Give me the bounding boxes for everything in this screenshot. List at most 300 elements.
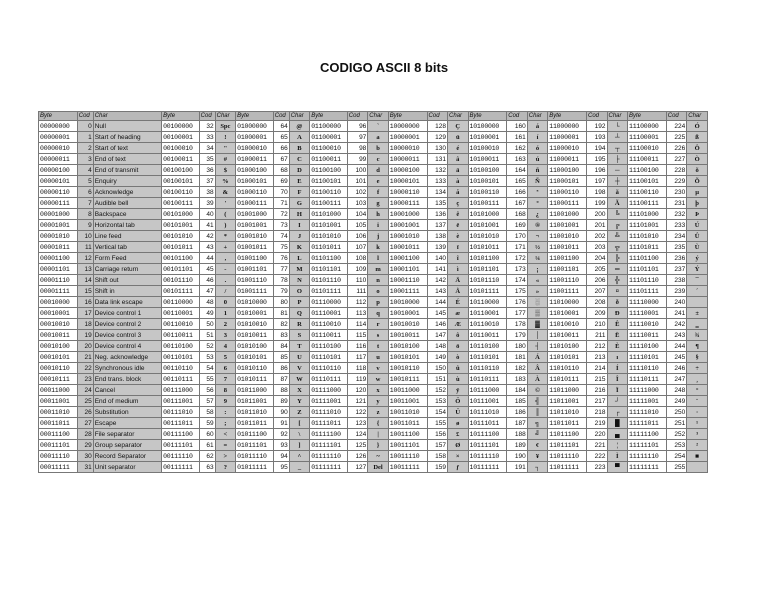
byte-cell: 10110100 [468, 341, 507, 352]
byte-cell: 00011101 [39, 440, 78, 451]
byte-cell: 10001011 [388, 242, 427, 253]
code-cell: 208 [587, 297, 608, 308]
code-cell: 78 [273, 275, 289, 286]
code-cell: 17 [77, 308, 93, 319]
code-cell: 160 [507, 121, 528, 132]
byte-cell: 10101000 [468, 209, 507, 220]
byte-cell: 10011010 [388, 407, 427, 418]
byte-cell: 10010111 [388, 374, 427, 385]
char-cell: d [368, 165, 389, 176]
char-cell: ▓ [527, 319, 548, 330]
char-cell: Acknowledge [93, 187, 161, 198]
code-cell: 142 [427, 275, 448, 286]
char-cell: · [687, 407, 708, 418]
char-cell: r [368, 319, 389, 330]
char-cell: ¹ [687, 418, 708, 429]
char-cell: B [289, 143, 310, 154]
byte-cell: 10001001 [388, 220, 427, 231]
code-cell: 7 [77, 198, 93, 209]
table-row [39, 209, 708, 220]
code-cell: 4 [77, 165, 93, 176]
byte-cell: 11101000 [628, 209, 667, 220]
code-cell: 249 [666, 396, 687, 407]
column-header: Byte [628, 112, 667, 121]
byte-cell: 00100010 [162, 143, 200, 154]
byte-cell: 11100010 [628, 143, 667, 154]
code-cell: 37 [199, 176, 215, 187]
byte-cell: 11011100 [548, 429, 587, 440]
column-header: Char [215, 112, 236, 121]
code-cell: 182 [507, 363, 528, 374]
char-cell: o [368, 286, 389, 297]
byte-cell: 01001001 [236, 220, 274, 231]
byte-cell: 10000110 [388, 187, 427, 198]
byte-cell: 11000000 [548, 121, 587, 132]
byte-cell: 11111111 [628, 462, 667, 473]
char-cell: ó [527, 143, 548, 154]
byte-cell: 01111100 [310, 429, 348, 440]
code-cell: 65 [273, 132, 289, 143]
byte-cell: 11000001 [548, 132, 587, 143]
char-cell: Ú [687, 220, 708, 231]
char-cell: $ [215, 165, 236, 176]
char-cell: Ä [448, 275, 469, 286]
code-cell: 253 [666, 440, 687, 451]
byte-cell: 10001000 [388, 209, 427, 220]
byte-cell: 11101001 [628, 220, 667, 231]
code-cell: 224 [666, 121, 687, 132]
table-row [39, 407, 708, 418]
char-cell: µ [687, 187, 708, 198]
table-row [39, 418, 708, 429]
char-cell: X [289, 385, 310, 396]
byte-cell: 11000111 [548, 198, 587, 209]
char-cell: ▒ [527, 308, 548, 319]
code-cell: 110 [347, 275, 368, 286]
char-cell: _ [289, 462, 310, 473]
char-cell: ╩ [607, 231, 628, 242]
char-cell: 9 [215, 396, 236, 407]
byte-cell: 10010001 [388, 308, 427, 319]
code-cell: 145 [427, 308, 448, 319]
byte-cell: 10010100 [388, 341, 427, 352]
code-cell: 70 [273, 187, 289, 198]
byte-cell: 10011000 [388, 385, 427, 396]
char-cell: Audible bell [93, 198, 161, 209]
code-cell: 248 [666, 385, 687, 396]
char-cell: ¥ [527, 451, 548, 462]
code-cell: 36 [199, 165, 215, 176]
code-cell: 5 [77, 176, 93, 187]
byte-cell: 00100101 [162, 176, 200, 187]
code-cell: 227 [666, 154, 687, 165]
code-cell: 175 [507, 286, 528, 297]
code-cell: 161 [507, 132, 528, 143]
char-cell: Device control 4 [93, 341, 161, 352]
byte-cell: 11101111 [628, 286, 667, 297]
code-cell: 16 [77, 297, 93, 308]
code-cell: 119 [347, 374, 368, 385]
code-cell: 115 [347, 330, 368, 341]
code-cell: 194 [587, 143, 608, 154]
byte-cell: 11000010 [548, 143, 587, 154]
char-cell: Shift in [93, 286, 161, 297]
byte-cell: 10101111 [468, 286, 507, 297]
byte-cell: 00010110 [39, 363, 78, 374]
char-cell: ü [448, 132, 469, 143]
char-cell: î [448, 253, 469, 264]
table-row [39, 429, 708, 440]
code-cell: 20 [77, 341, 93, 352]
code-cell: 38 [199, 187, 215, 198]
char-cell: ┤ [527, 341, 548, 352]
code-cell: 19 [77, 330, 93, 341]
char-cell: ! [215, 132, 236, 143]
byte-cell: 00010111 [39, 374, 78, 385]
byte-cell: 01101110 [310, 275, 348, 286]
char-cell: þ [687, 198, 708, 209]
code-cell: 66 [273, 143, 289, 154]
code-cell: 99 [347, 154, 368, 165]
byte-cell: 01010001 [236, 308, 274, 319]
char-cell: ì [448, 264, 469, 275]
char-cell: T [289, 341, 310, 352]
ascii-table [38, 111, 708, 473]
column-header: Cod [199, 112, 215, 121]
code-cell: 29 [77, 440, 93, 451]
column-header: Cod [77, 112, 93, 121]
char-cell: Æ [448, 319, 469, 330]
code-cell: 39 [199, 198, 215, 209]
byte-cell: 11101101 [628, 264, 667, 275]
char-cell: ú [527, 154, 548, 165]
byte-cell: 00111011 [162, 418, 200, 429]
code-cell: 10 [77, 231, 93, 242]
byte-cell: 11100001 [628, 132, 667, 143]
byte-cell: 11101110 [628, 275, 667, 286]
byte-cell: 01101010 [310, 231, 348, 242]
char-cell: b [368, 143, 389, 154]
code-cell: 25 [77, 396, 93, 407]
code-cell: 168 [507, 209, 528, 220]
byte-cell: 10010101 [388, 352, 427, 363]
byte-cell: 00001001 [39, 220, 78, 231]
char-cell: Start of text [93, 143, 161, 154]
code-cell: 62 [199, 451, 215, 462]
code-cell: 237 [666, 264, 687, 275]
code-cell: 132 [427, 165, 448, 176]
table-row [39, 143, 708, 154]
code-cell: 21 [77, 352, 93, 363]
code-cell: 1 [77, 132, 93, 143]
byte-cell: 01001011 [236, 242, 274, 253]
byte-cell: 00111010 [162, 407, 200, 418]
byte-cell: 11001111 [548, 286, 587, 297]
code-cell: 191 [507, 462, 528, 473]
code-cell: 200 [587, 209, 608, 220]
code-cell: 126 [347, 451, 368, 462]
code-cell: 198 [587, 187, 608, 198]
byte-cell: 00000110 [39, 187, 78, 198]
byte-cell: 00011111 [39, 462, 78, 473]
byte-cell: 00010010 [39, 319, 78, 330]
char-cell: f [368, 187, 389, 198]
code-cell: 45 [199, 264, 215, 275]
char-cell: Group separator [93, 440, 161, 451]
byte-cell: 01000000 [236, 121, 274, 132]
code-cell: 193 [587, 132, 608, 143]
char-cell: Ë [607, 330, 628, 341]
byte-cell: 11000011 [548, 154, 587, 165]
column-header: Byte [39, 112, 78, 121]
code-cell: 176 [507, 297, 528, 308]
char-cell: § [687, 352, 708, 363]
char-cell: Start of heading [93, 132, 161, 143]
char-cell: Device control 1 [93, 308, 161, 319]
char-cell: Å [448, 286, 469, 297]
code-cell: 120 [347, 385, 368, 396]
byte-cell: 00100110 [162, 187, 200, 198]
char-cell: j [368, 231, 389, 242]
char-cell: ù [448, 374, 469, 385]
char-cell: ð [607, 297, 628, 308]
char-cell: æ [448, 308, 469, 319]
code-cell: 179 [507, 330, 528, 341]
byte-cell: 01111110 [310, 451, 348, 462]
byte-cell: 00011010 [39, 407, 78, 418]
char-cell: Ì [607, 451, 628, 462]
column-header: Char [607, 112, 628, 121]
code-cell: 235 [666, 242, 687, 253]
char-cell: Ò [687, 154, 708, 165]
byte-cell: 11110100 [628, 341, 667, 352]
code-cell: 166 [507, 187, 528, 198]
byte-cell: 00001000 [39, 209, 78, 220]
byte-cell: 11111001 [628, 396, 667, 407]
code-cell: 153 [427, 396, 448, 407]
code-cell: 251 [666, 418, 687, 429]
char-cell: Line feed [93, 231, 161, 242]
byte-cell: 11111100 [628, 429, 667, 440]
code-cell: 212 [587, 341, 608, 352]
byte-cell: 10101011 [468, 242, 507, 253]
byte-cell: 01001000 [236, 209, 274, 220]
code-cell: 89 [273, 396, 289, 407]
char-cell: Shift out [93, 275, 161, 286]
byte-cell: 00000001 [39, 132, 78, 143]
char-cell: F [289, 187, 310, 198]
byte-cell: 10110000 [468, 297, 507, 308]
byte-cell: 10010110 [388, 363, 427, 374]
char-cell: ╠ [607, 253, 628, 264]
code-cell: 131 [427, 154, 448, 165]
code-cell: 210 [587, 319, 608, 330]
char-cell: O [289, 286, 310, 297]
code-cell: 199 [587, 198, 608, 209]
code-cell: 123 [347, 418, 368, 429]
code-cell: 187 [507, 418, 528, 429]
byte-cell: 10111101 [468, 440, 507, 451]
byte-cell: 00100011 [162, 154, 200, 165]
char-cell: Á [527, 352, 548, 363]
char-cell: : [215, 407, 236, 418]
char-cell: ^ [289, 451, 310, 462]
byte-cell: 10001010 [388, 231, 427, 242]
char-cell: Q [289, 308, 310, 319]
char-cell: ã [607, 187, 628, 198]
code-cell: 205 [587, 264, 608, 275]
table-row [39, 242, 708, 253]
code-cell: 6 [77, 187, 93, 198]
byte-cell: 00011000 [39, 385, 78, 396]
code-cell: 183 [507, 374, 528, 385]
code-cell: 214 [587, 363, 608, 374]
char-cell: ( [215, 209, 236, 220]
byte-cell: 11011101 [548, 440, 587, 451]
table-row [39, 220, 708, 231]
byte-cell: 01000110 [236, 187, 274, 198]
char-cell: ¨ [687, 396, 708, 407]
byte-cell: 10000101 [388, 176, 427, 187]
code-cell: 22 [77, 363, 93, 374]
code-cell: 106 [347, 231, 368, 242]
char-cell: R [289, 319, 310, 330]
byte-cell: 11001001 [548, 220, 587, 231]
char-cell: Record Separator [93, 451, 161, 462]
code-cell: 31 [77, 462, 93, 473]
code-cell: 41 [199, 220, 215, 231]
byte-cell: 01100001 [310, 132, 348, 143]
code-cell: 33 [199, 132, 215, 143]
code-cell: 54 [199, 363, 215, 374]
byte-cell: 11010011 [548, 330, 587, 341]
byte-cell: 01110110 [310, 363, 348, 374]
byte-cell: 11110101 [628, 352, 667, 363]
code-cell: 90 [273, 407, 289, 418]
code-cell: 114 [347, 319, 368, 330]
char-cell: ╔ [607, 220, 628, 231]
code-cell: 195 [587, 154, 608, 165]
code-cell: 40 [199, 209, 215, 220]
byte-cell: 11110110 [628, 363, 667, 374]
code-cell: 42 [199, 231, 215, 242]
byte-cell: 11010001 [548, 308, 587, 319]
byte-cell: 11100011 [628, 154, 667, 165]
table-row [39, 286, 708, 297]
byte-cell: 11100000 [628, 121, 667, 132]
char-cell: ¸ [687, 374, 708, 385]
byte-cell: 01110001 [310, 308, 348, 319]
code-cell: 252 [666, 429, 687, 440]
byte-cell: 11001110 [548, 275, 587, 286]
byte-cell: 00111110 [162, 451, 200, 462]
code-cell: 91 [273, 418, 289, 429]
table-row [39, 319, 708, 330]
byte-cell: 00110011 [162, 330, 200, 341]
column-header: Char [289, 112, 310, 121]
byte-cell: 01000100 [236, 165, 274, 176]
table-row [39, 121, 708, 132]
code-cell: 64 [273, 121, 289, 132]
byte-cell: 01011101 [236, 440, 274, 451]
char-cell: End trans. block [93, 374, 161, 385]
char-cell: File separator [93, 429, 161, 440]
char-cell: ß [687, 132, 708, 143]
char-cell: 8 [215, 385, 236, 396]
byte-cell: 01100101 [310, 176, 348, 187]
byte-cell: 00111111 [162, 462, 200, 473]
char-cell: © [527, 385, 548, 396]
char-cell: º [527, 198, 548, 209]
code-cell: 220 [587, 429, 608, 440]
byte-cell: 01001111 [236, 286, 274, 297]
char-cell: \ [289, 429, 310, 440]
char-cell: < [215, 429, 236, 440]
char-cell: ┬ [607, 143, 628, 154]
byte-cell: 10011001 [388, 396, 427, 407]
char-cell: £ [448, 429, 469, 440]
char-cell: Unit separator [93, 462, 161, 473]
char-cell: ¦ [607, 440, 628, 451]
byte-cell: 00000000 [39, 121, 78, 132]
byte-cell: 00011011 [39, 418, 78, 429]
char-cell: { [368, 418, 389, 429]
code-cell: 14 [77, 275, 93, 286]
char-cell: ┐ [527, 462, 548, 473]
byte-cell: 01101001 [310, 220, 348, 231]
byte-cell: 10011110 [388, 451, 427, 462]
code-cell: 12 [77, 253, 93, 264]
char-cell: * [215, 231, 236, 242]
code-cell: 247 [666, 374, 687, 385]
byte-cell: 10000011 [388, 154, 427, 165]
char-cell: e [368, 176, 389, 187]
column-header: Char [448, 112, 469, 121]
byte-cell: 00011001 [39, 396, 78, 407]
char-cell: / [215, 286, 236, 297]
code-cell: 250 [666, 407, 687, 418]
byte-cell: 10111011 [468, 418, 507, 429]
byte-cell: 11111010 [628, 407, 667, 418]
char-cell: É [448, 297, 469, 308]
char-cell: Ç [448, 121, 469, 132]
char-cell: Form Feed [93, 253, 161, 264]
byte-cell: 11000100 [548, 165, 587, 176]
code-cell: 46 [199, 275, 215, 286]
byte-cell: 11001100 [548, 253, 587, 264]
code-cell: 240 [666, 297, 687, 308]
char-cell: Backspace [93, 209, 161, 220]
code-cell: 8 [77, 209, 93, 220]
char-cell: ³ [687, 429, 708, 440]
byte-cell: 00010011 [39, 330, 78, 341]
code-cell: 186 [507, 407, 528, 418]
char-cell: i [368, 220, 389, 231]
code-cell: 228 [666, 165, 687, 176]
byte-cell: 10110110 [468, 363, 507, 374]
byte-cell: 10010011 [388, 330, 427, 341]
code-cell: 49 [199, 308, 215, 319]
table-row [39, 374, 708, 385]
code-cell: 100 [347, 165, 368, 176]
byte-cell: 01101000 [310, 209, 348, 220]
code-cell: 170 [507, 231, 528, 242]
code-cell: 139 [427, 242, 448, 253]
char-cell: n [368, 275, 389, 286]
char-cell: Vertical tab [93, 242, 161, 253]
code-cell: 157 [427, 440, 448, 451]
column-header: Byte [388, 112, 427, 121]
